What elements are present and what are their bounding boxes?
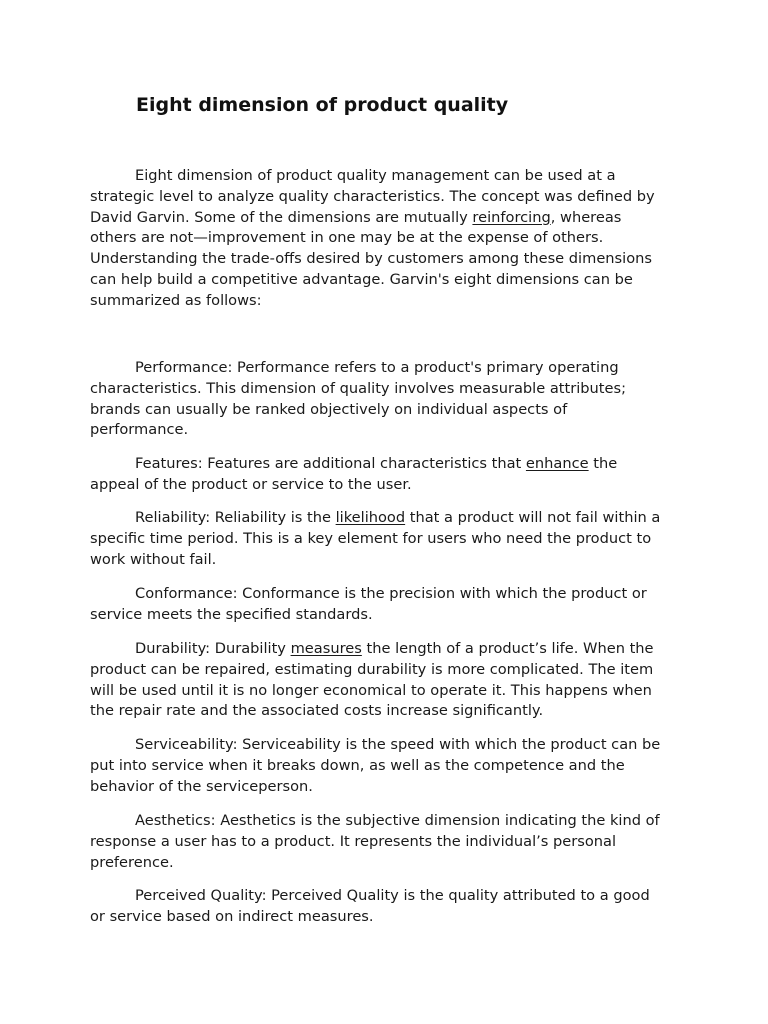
durability-text: Durability: Durability (135, 640, 291, 657)
performance-paragraph (90, 358, 690, 441)
durability-line: will be used until it is no longer economical to operate it. This happens when (90, 681, 652, 699)
features-text: Features: Features are additional characteristics that (135, 455, 526, 472)
aesthetics-line: preference. (90, 853, 174, 871)
intro-line: others are not—improvement in one may be at the expense of others. (90, 229, 604, 247)
serviceability-line: behavior of the serviceperson. (90, 777, 313, 795)
aesthetics-paragraph (90, 811, 690, 873)
conformance-paragraph (90, 584, 690, 626)
reliability-line (90, 508, 690, 529)
durability-paragraph (90, 639, 690, 722)
underlined-term-likelihood: likelihood (335, 509, 406, 526)
durability-line: product can be repaired, estimating durability is more complicated. The item (90, 660, 654, 678)
intro-text: David Garvin. Some of the dimensions are mutually (90, 208, 473, 226)
reliability-paragraph (90, 508, 690, 570)
performance-line: brands can usually be ranked objectively on individual aspects of (90, 400, 568, 418)
features-line: appeal of the product or service to the user. (90, 475, 412, 493)
performance-line: characteristics. This dimension of quality involves measurable attributes; (90, 379, 627, 397)
perceived-quality-paragraph (90, 886, 690, 928)
underlined-term-reinforcing: reinforcing (472, 208, 551, 226)
performance-line: Performance: Performance refers to a product's primary operating (135, 359, 619, 376)
underlined-term-enhance: enhance (525, 455, 589, 472)
serviceability-line: Serviceability: Serviceability is the speed with which the product can be (135, 736, 661, 753)
durability-line: the repair rate and the associated costs increase significantly. (90, 702, 544, 720)
intro-paragraph (90, 166, 690, 312)
serviceability-line: put into service when it breaks down, as well as the competence and the (90, 756, 625, 774)
features-text: the (588, 455, 618, 472)
document-title: Eight dimension of product quality (136, 94, 509, 116)
intro-line: strategic level to analyze quality characteristics. The concept was defined by (90, 187, 655, 205)
features-line (90, 454, 690, 475)
perceived-quality-line: or service based on indirect measures. (90, 907, 374, 925)
reliability-line: work without fail. (90, 550, 217, 568)
perceived-quality-line: Perceived Quality: Perceived Quality is the quality attributed to a good (135, 887, 650, 904)
durability-text: the length of a product’s life. When the (361, 640, 654, 657)
serviceability-paragraph (90, 735, 690, 797)
features-paragraph (90, 454, 690, 496)
reliability-text: Reliability: Reliability is the (135, 509, 336, 526)
conformance-line: Conformance: Conformance is the precision with which the product or (135, 585, 647, 602)
intro-line: can help build a competitive advantage. Garvin's eight dimensions can be (90, 270, 633, 288)
aesthetics-line: Aesthetics: Aesthetics is the subjective dimension indicating the kind of (135, 812, 660, 829)
intro-line: Understanding the trade-offs desired by customers among these dimensions (90, 250, 652, 268)
underlined-term-measures: measures (290, 640, 362, 657)
performance-line: performance. (90, 421, 189, 439)
intro-line: Eight dimension of product quality management can be used at a (135, 167, 616, 184)
conformance-line: service meets the specified standards. (90, 605, 373, 623)
reliability-line: specific time period. This is a key element for users who need the product to (90, 529, 652, 547)
aesthetics-line: response a user has to a product. It represents the individual’s personal (90, 832, 617, 850)
reliability-text: that a product will not fail within a (405, 509, 661, 526)
intro-line: summarized as follows: (90, 291, 262, 309)
intro-line (90, 208, 690, 229)
intro-text: , whereas (550, 208, 622, 226)
durability-line (90, 639, 690, 660)
